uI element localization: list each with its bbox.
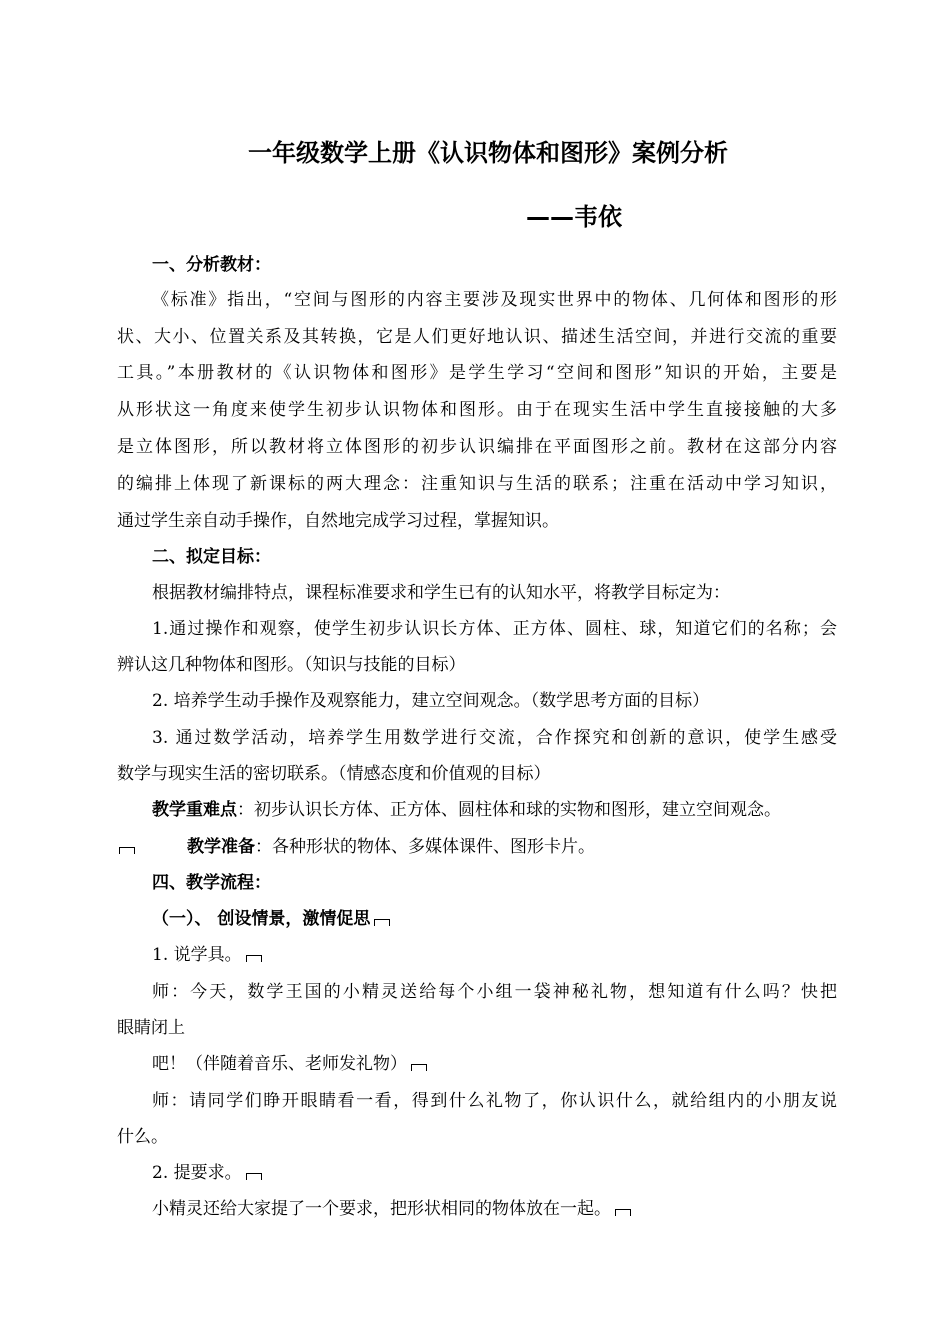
subsection-heading: （一）、 创设情景，激情促思 bbox=[152, 909, 371, 929]
section-heading-analysis: 一、分析教材： bbox=[152, 255, 271, 275]
goal-2-line: 2. 培养学生动手操作及观察能力，建立空间观念。（数学思考方面的目标） bbox=[152, 691, 710, 711]
dialogue-line: 什么。 bbox=[117, 1127, 168, 1147]
paragraph-line: 从形状这一角度来使学生初步认识物体和图形。由于在现实生活中学生直接接触的大多 bbox=[117, 400, 837, 420]
subsection-heading-line bbox=[152, 908, 872, 930]
dialogue-text: 吧！（伴随着音乐、老师发礼物） bbox=[152, 1054, 407, 1074]
section-heading-goals: 二、拟定目标： bbox=[152, 547, 271, 567]
author-line: ——韦依 bbox=[526, 203, 622, 231]
goal-3-line: 数学与现实生活的密切联系。（情感态度和价值观的目标） bbox=[117, 764, 551, 784]
edit-mark-icon bbox=[119, 847, 135, 854]
key-points-label: 教学重难点 bbox=[152, 800, 237, 820]
goal-1-line: 辨认这几种物体和图形。（知识与技能的目标） bbox=[117, 655, 466, 675]
key-points-line bbox=[152, 799, 872, 821]
goal-1-line: 1.通过操作和观察，使学生初步认识长方体、正方体、圆柱、球，知道它们的名称；会 bbox=[152, 619, 837, 639]
paragraph-line: 《标准》指出，“空间与图形的内容主要涉及现实世界中的物体、几何体和图形的形 bbox=[152, 290, 837, 310]
dialogue-line: 师：请同学们睁开眼睛看一看，得到什么礼物了，你认识什么，就给组内的小朋友说 bbox=[152, 1091, 837, 1111]
step-2-line bbox=[152, 1162, 872, 1184]
dialogue-line-with-mark bbox=[152, 1198, 872, 1220]
preparation-text: ：各种形状的物体、多媒体课件、图形卡片。 bbox=[255, 837, 595, 857]
edit-mark-icon bbox=[246, 955, 262, 962]
step-1-line bbox=[152, 944, 872, 966]
dialogue-line: 眼睛闭上 bbox=[117, 1018, 185, 1038]
paragraph-line: 根据教材编排特点，课程标准要求和学生已有的认知水平，将教学目标定为： bbox=[152, 583, 730, 603]
dialogue-line-with-mark bbox=[152, 1053, 872, 1075]
key-points-text: ：初步认识长方体、正方体、圆柱体和球的实物和图形，建立空间观念。 bbox=[237, 800, 781, 820]
preparation-label: 教学准备 bbox=[187, 837, 255, 857]
paragraph-line: 是立体图形，所以教材将立体图形的初步认识编排在平面图形之前。教材在这部分内容 bbox=[117, 437, 837, 457]
step-2-text: 2. 提要求。 bbox=[152, 1163, 242, 1183]
paragraph-line: 工具。”本册教材的《认识物体和图形》是学生学习“空间和图形”知识的开始，主要是 bbox=[117, 363, 837, 383]
paragraph-line: 的编排上体现了新课标的两大理念：注重知识与生活的联系；注重在活动中学习知识， bbox=[117, 474, 837, 494]
edit-mark-icon bbox=[246, 1173, 262, 1180]
dialogue-text: 小精灵还给大家提了一个要求，把形状相同的物体放在一起。 bbox=[152, 1199, 611, 1219]
edit-mark-icon bbox=[374, 919, 390, 926]
step-1-text: 1. 说学具。 bbox=[152, 945, 242, 965]
section-heading-process: 四、教学流程： bbox=[152, 873, 271, 893]
dialogue-line: 师：今天，数学王国的小精灵送给每个小组一袋神秘礼物，想知道有什么吗？快把 bbox=[152, 982, 837, 1002]
document-title: 一年级数学上册《认识物体和图形》案例分析 bbox=[248, 139, 728, 167]
paragraph-line: 状、大小、位置关系及其转换，它是人们更好地认识、描述生活空间，并进行交流的重要 bbox=[117, 327, 837, 347]
edit-mark-icon bbox=[615, 1209, 631, 1216]
goal-3-line: 3. 通过数学活动，培养学生用数学进行交流，合作探究和创新的意识，使学生感受 bbox=[152, 728, 837, 748]
paragraph-line: 通过学生亲自动手操作，自然地完成学习过程，掌握知识。 bbox=[117, 511, 559, 531]
preparation-line bbox=[117, 836, 837, 858]
edit-mark-icon bbox=[411, 1064, 427, 1071]
